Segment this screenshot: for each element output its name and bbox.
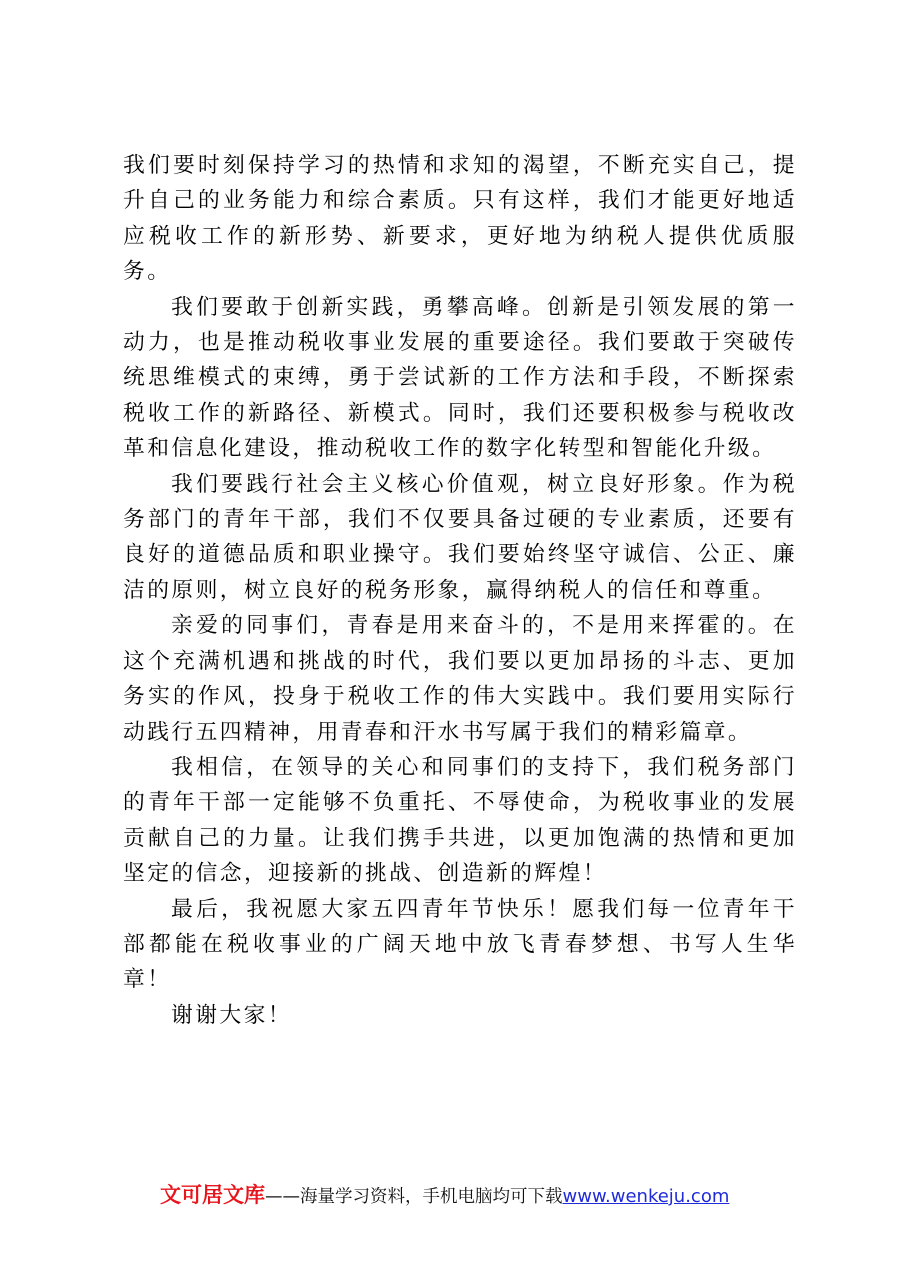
footer-link[interactable]: www.wenkeju.com	[562, 1186, 730, 1207]
page-footer	[160, 1181, 800, 1211]
paragraph-5: 我相信，在领导的关心和同事们的支持下，我们税务部门的青年干部一定能够不负重托、不辱使命，为税收事业的发展贡献自己的力量。让我们携手共进，以更加饱满的热情和更加坚定的信念，迎接新的挑战、创造新的辉煌！	[123, 754, 797, 887]
document-body	[123, 148, 797, 1033]
footer-brand: 文可居文库	[160, 1183, 265, 1207]
footer-description: ——海量学习资料，手机电脑均可下载	[265, 1187, 563, 1207]
paragraph-1: 我们要时刻保持学习的热情和求知的渴望，不断充实自己，提升自己的业务能力和综合素质。只有这样，我们才能更好地适应税收工作的新形势、新要求，更好地为纳税人提供优质服务。	[123, 153, 797, 285]
paragraph-7: 谢谢大家！	[171, 1002, 292, 1028]
paragraph-4: 亲爱的同事们，青春是用来奋斗的，不是用来挥霍的。在这个充满机遇和挑战的时代，我们要以更加昂扬的斗志、更加务实的作风，投身于税收工作的伟大实践中。我们要用实际行动践行五四精神，用青春和汗水书写属于我们的精彩篇章。	[123, 613, 797, 745]
paragraph-6: 最后，我祝愿大家五四青年节快乐！愿我们每一位青年干部都能在税收事业的广阔天地中放飞青春梦想、书写人生华章！	[123, 896, 797, 993]
paragraph-2: 我们要敢于创新实践，勇攀高峰。创新是引领发展的第一动力，也是推动税收事业发展的重要途径。我们要敢于突破传统思维模式的束缚，勇于尝试新的工作方法和手段，不断探索税收工作的新路径、新模式。同时，我们还要积极参与税收改革和信息化建设，推动税收工作的数字化转型和智能化升级。	[123, 294, 797, 462]
paragraph-3: 我们要践行社会主义核心价值观，树立良好形象。作为税务部门的青年干部，我们不仅要具备过硬的专业素质，还要有良好的道德品质和职业操守。我们要始终坚守诚信、公正、廉洁的原则，树立良好的税务形象，赢得纳税人的信任和尊重。	[123, 471, 797, 603]
